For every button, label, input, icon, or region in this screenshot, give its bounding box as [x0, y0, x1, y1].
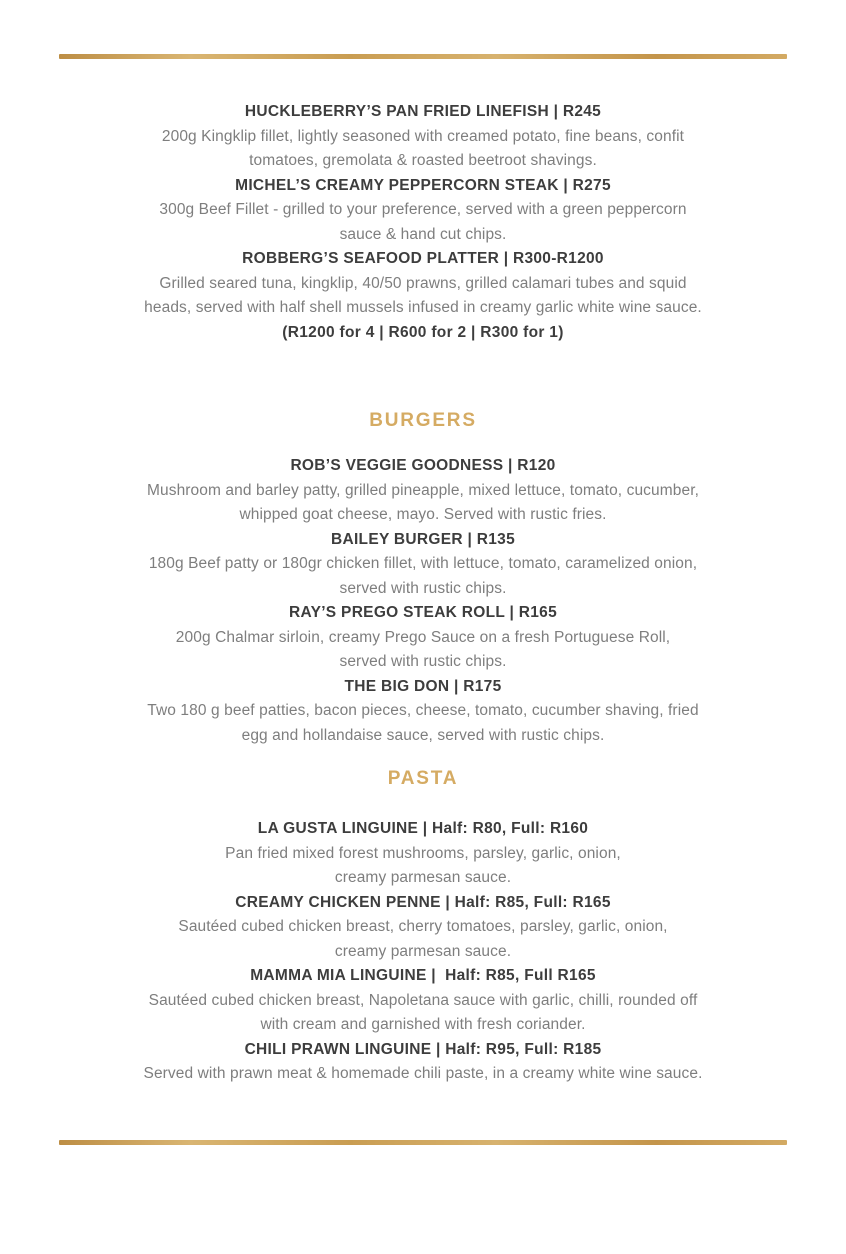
menu-item-title: MAMMA MIA LINGUINE | Half: R85, Full R165	[250, 967, 596, 984]
menu-item	[59, 1038, 787, 1087]
menu-item-description-line: served with rustic chips.	[339, 579, 507, 597]
menu-item-title: ROBBERG’S SEAFOOD PLATTER | R300-R1200	[242, 250, 604, 267]
menu-item-description-line: with cream and garnished with fresh coriander.	[260, 1016, 586, 1033]
menu-item-title: BAILEY BURGER | R135	[330, 530, 516, 548]
menu-item-description-line: sauce & hand cut chips.	[339, 225, 507, 243]
menu-item-description-line: 300g Beef Fillet - grilled to your preference, served with a green peppercorn	[159, 201, 687, 218]
menu-item-description-line: Two 180 g beef patties, bacon pieces, cheese, tomato, cucumber shaving, fried	[147, 702, 699, 719]
menu-item-title: CHILI PRAWN LINGUINE | Half: R95, Full: R185	[244, 1040, 602, 1058]
menu-item-description-line: Mushroom and barley patty, grilled pineapple, mixed lettuce, tomato, cucumber,	[146, 481, 700, 499]
menu-item-title: THE BIG DON | R175	[344, 677, 502, 695]
menu-item-description-line: whipped goat cheese, mayo. Served with rustic fries.	[239, 506, 607, 523]
menu-section	[59, 100, 787, 345]
menu-item-description-line: Grilled seared tuna, kingklip, 40/50 prawns, grilled calamari tubes and squid	[159, 274, 687, 292]
menu-item-description-line: tomatoes, gremolata & roasted beetroot shavings.	[249, 152, 597, 169]
menu-item	[59, 174, 787, 248]
menu-item	[59, 100, 787, 174]
section-heading-pasta: PASTA	[387, 768, 459, 789]
top-divider-rule	[59, 54, 787, 59]
menu-section	[59, 408, 787, 748]
menu-item-title: ROB’S VEGGIE GOODNESS | R120	[290, 457, 556, 474]
menu-item	[59, 528, 787, 602]
menu-item-description-line: creamy parmesan sauce.	[334, 869, 512, 886]
menu-item-title: LA GUSTA LINGUINE | Half: R80, Full: R160	[257, 820, 589, 837]
menu-item-description-line: Sautéed cubed chicken breast, cherry tomatoes, parsley, garlic, onion,	[178, 918, 668, 935]
menu-item-description-line: 200g Kingklip fillet, lightly seasoned with creamed potato, fine beans, confit	[161, 127, 685, 145]
menu-item-description-line: Pan fried mixed forest mushrooms, parsley, garlic, onion,	[225, 844, 621, 862]
menu-item-title: HUCKLEBERRY’S PAN FRIED LINEFISH | R245	[244, 103, 602, 120]
menu-item	[59, 454, 787, 528]
menu-section	[59, 766, 787, 1087]
menu-item	[59, 675, 787, 749]
menu-item-description-line: egg and hollandaise sauce, served with rustic chips.	[241, 726, 605, 744]
menu-item-description-line: Served with prawn meat & homemade chili paste, in a creamy white wine sauce.	[143, 1065, 703, 1082]
menu-item	[59, 247, 787, 345]
menu-item	[59, 891, 787, 965]
menu-item-description-line: Sautéed cubed chicken breast, Napoletana sauce with garlic, chilli, rounded off	[148, 991, 698, 1009]
menu-item	[59, 964, 787, 1038]
menu-page	[0, 54, 846, 1254]
bottom-divider-rule	[59, 1140, 787, 1145]
menu-item-title: CREAMY CHICKEN PENNE | Half: R85, Full: R165	[235, 893, 611, 911]
menu-item-description-line: creamy parmesan sauce.	[334, 942, 512, 960]
menu-content	[59, 100, 787, 1087]
menu-item-price-note: (R1200 for 4 | R600 for 2 | R300 for 1)	[282, 323, 564, 341]
menu-item-description-line: heads, served with half shell mussels infused in creamy garlic white wine sauce.	[144, 299, 702, 316]
menu-item-description-line: 200g Chalmar sirloin, creamy Prego Sauce on a fresh Portuguese Roll,	[175, 628, 671, 646]
menu-item	[59, 601, 787, 675]
menu-item-description-line: 180g Beef patty or 180gr chicken fillet, with lettuce, tomato, caramelized onion,	[148, 555, 698, 572]
section-heading-burgers: BURGERS	[369, 410, 477, 431]
menu-item-description-line: served with rustic chips.	[339, 653, 507, 670]
menu-item	[59, 817, 787, 891]
menu-item-title: MICHEL’S CREAMY PEPPERCORN STEAK | R275	[235, 176, 611, 194]
menu-item-title: RAY’S PREGO STEAK ROLL | R165	[289, 604, 557, 621]
